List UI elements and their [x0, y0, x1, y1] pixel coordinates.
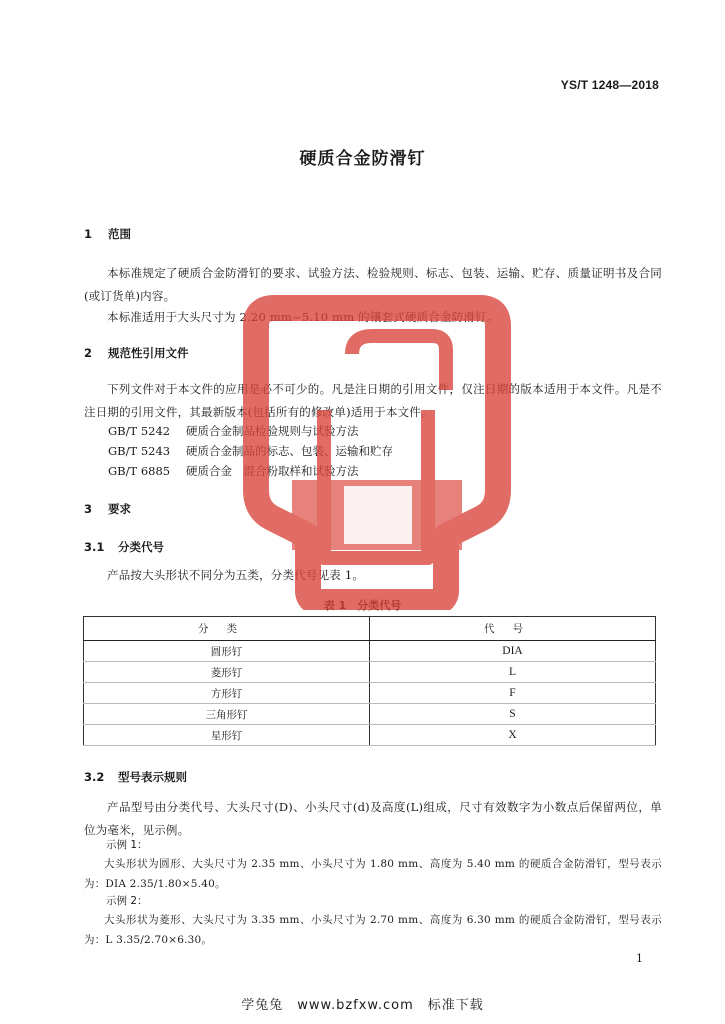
- section-title: 型号表示规则: [118, 770, 187, 784]
- section-3-2-paragraph: 产品型号由分类代号、大头尺寸(D)、小头尺寸(d)及高度(L)组成，尺寸有效数字为小数点后保留两位，单位为毫米，见示例。: [84, 800, 662, 837]
- column-header-code: 代号: [370, 617, 656, 641]
- table-row: [84, 683, 656, 704]
- column-header-class: 分类: [84, 617, 370, 641]
- section-3-1-heading: [84, 539, 164, 555]
- section-number: 2: [84, 346, 93, 360]
- table-cell-code: F: [370, 683, 656, 704]
- section-number: 3: [84, 502, 93, 516]
- table-cell-class: 菱形钉: [84, 662, 370, 683]
- section-number: 1: [84, 227, 93, 241]
- reference-title: 硬质合金 混合粉取样和试验方法: [186, 464, 359, 478]
- section-number: 3.2: [84, 770, 105, 784]
- reference-code: GB/T 5242: [108, 424, 171, 438]
- section-number: 3.1: [84, 540, 105, 554]
- table-cell-code: DIA: [370, 641, 656, 662]
- section-title: 分类代号: [118, 540, 164, 554]
- table-cell-code: L: [370, 662, 656, 683]
- table-cell-class: 圆形钉: [84, 641, 370, 662]
- example-1-text: 大头形状为圆形、大头尺寸为 2.35 mm、小头尺寸为 1.80 mm、高度为 5.40 mm 的硬质合金防滑钉，型号表示为：DIA 2.35/1.80×5.40。: [84, 858, 662, 890]
- watermark-stamp-icon: [232, 290, 522, 610]
- document-title: 硬质合金防滑钉: [299, 149, 426, 169]
- section-3-1-paragraph: 产品按大头形状不同分为五类，分类代号见表 1。: [107, 568, 365, 582]
- table-row: [84, 641, 656, 662]
- section-2-paragraph: 下列文件对于本文件的应用是必不可少的。凡是注日期的引用文件，仅注日期的版本适用于本文件。凡是不注日期的引用文件，其最新版本(包括所有的修改单)适用于本文件。: [84, 382, 662, 419]
- reference-code: GB/T 5243: [108, 444, 171, 458]
- footer-watermark-text: 学兔兔 www.bzfxw.com 标准下载: [241, 998, 484, 1013]
- section-title: 范围: [108, 227, 131, 241]
- section-3-heading: [84, 501, 131, 517]
- table-row: [84, 662, 656, 683]
- example-1-label: 示例 1：: [106, 839, 148, 851]
- reference-title: 硬质合金制品检验规则与试验方法: [186, 424, 359, 438]
- section-title: 规范性引用文件: [108, 346, 189, 360]
- section-title: 要求: [108, 502, 131, 516]
- section-1-paragraph-1: 本标准规定了硬质合金防滑钉的要求、试验方法、检验规则、标志、包装、运输、贮存、质量证明书及合同(或订货单)内容。: [84, 266, 662, 303]
- table-cell-class: 三角形钉: [84, 704, 370, 725]
- standard-number: YS/T 1248—2018: [560, 78, 659, 92]
- classification-table: [83, 616, 656, 746]
- table-row: [84, 725, 656, 746]
- section-1-paragraph-2: 本标准适用于大头尺寸为 2.20 mm~5.10 mm 的镶套式硬质合金防滑钉。: [107, 310, 499, 324]
- table-caption: 表 1 分类代号: [323, 599, 402, 612]
- reference-title: 硬质合金制品的标志、包装、运输和贮存: [186, 444, 393, 458]
- table-cell-code: S: [370, 704, 656, 725]
- reference-code: GB/T 6885: [108, 464, 171, 478]
- section-1-heading: [84, 226, 131, 242]
- table-cell-class: 星形钉: [84, 725, 370, 746]
- table-cell-class: 方形钉: [84, 683, 370, 704]
- example-2-text: 大头形状为菱形、大头尺寸为 3.35 mm、小头尺寸为 2.70 mm、高度为 6.30 mm 的硬质合金防滑钉，型号表示为：L 3.35/2.70×6.30。: [84, 914, 662, 946]
- table-header-row: [84, 617, 656, 641]
- table-cell-code: X: [370, 725, 656, 746]
- section-3-2-heading: [84, 769, 187, 785]
- section-2-heading: [84, 345, 189, 361]
- page-number: 1: [636, 952, 643, 965]
- table-row: [84, 704, 656, 725]
- example-2-label: 示例 2：: [106, 895, 148, 907]
